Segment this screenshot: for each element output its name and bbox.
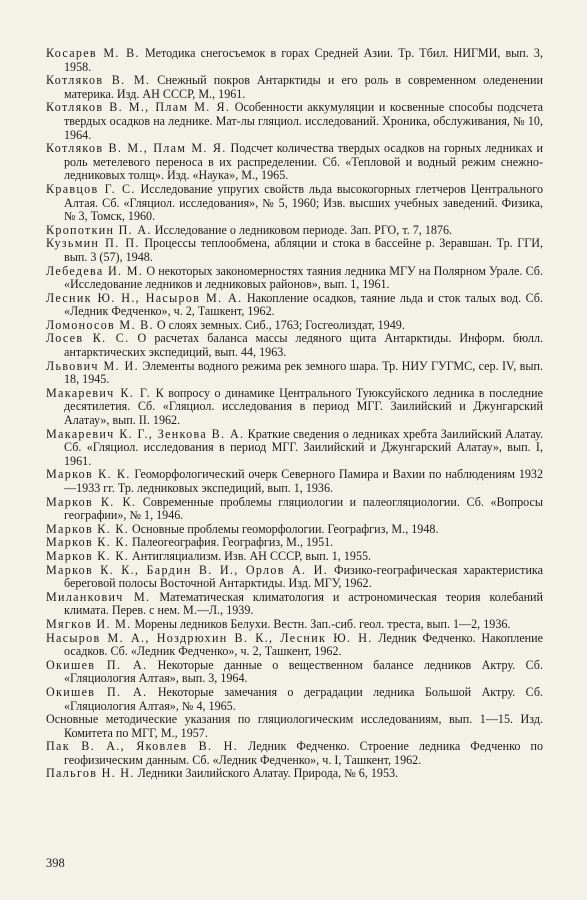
reference-author: Кравцов Г. С. <box>46 181 136 196</box>
reference-entry <box>46 468 543 495</box>
reference-author: Макаревич К. Г., Зенкова В. А. <box>46 426 245 441</box>
reference-entry <box>46 428 543 469</box>
reference-author: Марков К. К. <box>46 467 131 482</box>
reference-text: Морены ледников Белухи. Вестн. Зап.-сиб. геол. треста, вып. 1—2, 1936. <box>134 616 511 631</box>
reference-entry <box>46 265 543 292</box>
reference-entry <box>46 740 543 767</box>
reference-text: К вопросу о динамике Центрального Туюксуйского ледника в последние десятилетия. Сб. «Гляциол. исследования в период МГГ. Заилийский и Джунгарский Алатау», вып. II. 1962. <box>64 385 543 428</box>
reference-text: Накопление осадков, таяние льда и сток талых вод. Сб. «Ледник Федченко», ч. 2, Ташкент, 1962. <box>64 290 543 319</box>
reference-text: Элементы водного режима рек земного шара. Тр. НИУ ГУГМС, сер. IV, вып. 18, 1945. <box>64 358 543 387</box>
reference-author: Марков К. К., Бардин В. И., Орлов А. И. <box>46 562 329 577</box>
reference-author: Мягков И. М. <box>46 616 132 631</box>
reference-entry <box>46 292 543 319</box>
reference-author: Косарев М. В. <box>46 46 140 60</box>
reference-text: Основные методические указания по гляциологическим исследованиям, вып. 1—15. Изд. Комитета по МГГ, М., 1957. <box>46 712 543 740</box>
reference-text: Некоторые замечания о деградации ледника Большой Актру. Сб. «Гляциология Алтая», № 4, 1965. <box>64 684 543 713</box>
reference-author: Окишев П. А. <box>46 657 148 672</box>
reference-text: Краткие сведения о ледниках хребта Заилийский Алатау. Сб. «Гляциол. исследования в период МГГ. Заилийский и Джунгарский Алатау», вып. I, 1961. <box>64 426 543 468</box>
reference-author: Лосев К. С. <box>46 331 130 346</box>
reference-entry <box>46 591 543 618</box>
reference-entry <box>46 332 543 359</box>
reference-text: Физико-географическая характеристика береговой полосы Восточной Антарктиды. Изд. МГУ, 1962. <box>64 562 543 591</box>
reference-text: Методика снегосъемок в горах Средней Азии. Тр. Тбил. НИГМИ, вып. 3, 1958. <box>64 46 543 74</box>
reference-text: Исследование о ледниковом периоде. Зап. РГО, т. 7, 1876. <box>154 222 453 237</box>
reference-entry <box>46 237 543 264</box>
reference-author: Лесник Ю. Н., Насыров М. А. <box>46 290 243 305</box>
reference-author: Лебедева И. М. <box>46 263 144 278</box>
reference-author: Котляков В. М., Плам М. Я. <box>46 141 227 156</box>
reference-entry <box>46 360 543 387</box>
reference-text: Некоторые данные о вещественном балансе ледников Актру. Сб. «Гляциология Алтая», вып. 3, 1964. <box>64 657 543 686</box>
reference-list <box>46 47 543 781</box>
reference-text: Ледники Заилийского Алатау. Природа, № 6, 1953. <box>137 766 399 781</box>
reference-author: Котляков В. М., Плам М. Я. <box>46 100 231 115</box>
reference-entry <box>46 767 543 781</box>
reference-author: Миланкович М. <box>46 589 151 604</box>
reference-text: Особенности аккумуляции и косвенные способы подсчета твердых осадков на леднике. Мат-лы гляциол. исследований. Хроника, обслуживания, № 10, 1964. <box>64 100 543 142</box>
reference-entry <box>46 659 543 686</box>
reference-author: Окишев П. А. <box>46 684 148 699</box>
reference-author: Марков К. К. <box>46 548 130 563</box>
reference-entry <box>46 74 543 101</box>
reference-author: Марков К. К. <box>46 535 130 550</box>
reference-entry <box>46 142 543 183</box>
reference-entry <box>46 713 543 740</box>
reference-text: Современные проблемы гляциологии и палеогляциологии. Сб. «Вопросы географии», № 1, 1946. <box>64 494 544 523</box>
reference-text: Геоморфологический очерк Северного Памира и Вахии по наблюдениям 1932—1933 гг. Тр. ледниковых экспедиций, вып. 1, 1936. <box>64 467 544 495</box>
reference-text: Основные проблемы геоморфологии. Географгиз, М., 1948. <box>132 521 439 536</box>
reference-author: Кузьмин П. П. <box>46 236 140 251</box>
reference-text: Ледник Федченко. Строение ледника Федченко по геофизическим данным. Сб. «Ледник Федченко», ч. I, Ташкент, 1962. <box>64 739 543 767</box>
reference-text: О некоторых закономерностях таяния ледника МГУ на Полярном Урале. Сб. «Исследование ледников и ледниковых районов», вып. 1, 1961. <box>64 263 543 292</box>
reference-author: Котляков В. М. <box>46 73 151 88</box>
reference-text: Исследование упругих свойств льда высокогорных глетчеров Центрального Алтая. Сб. «Гляциол. исследования», № 5, 1960; Изв. высших учебных заведений. Физика, № 3, Томск, 1960. <box>64 181 544 224</box>
reference-author: Насыров М. А., Ноздрюхин В. К., Лесник Ю. Н. <box>46 630 373 645</box>
page-number: 398 <box>46 856 65 870</box>
reference-entry <box>46 47 543 74</box>
reference-text: Процессы теплообмена, абляции и стока в бассейне р. Зеравшан. Тр. ГГИ, вып. 3 (57), 1948. <box>64 236 543 264</box>
reference-entry <box>46 496 543 523</box>
reference-author: Марков К. К. <box>46 521 130 536</box>
reference-entry <box>46 523 543 537</box>
reference-entry <box>46 101 543 142</box>
reference-text: Снежный покров Антарктиды и его роль в современном оледенении материка. Изд. АН СССР, М., 1961. <box>64 73 543 101</box>
reference-entry <box>46 564 543 591</box>
reference-entry <box>46 387 543 428</box>
reference-author: Ломоносов М. В. <box>46 317 154 332</box>
reference-text: Антигляциализм. Изв. АН СССР, вып. 1, 1955. <box>132 548 372 563</box>
reference-entry <box>46 632 543 659</box>
reference-author: Кропоткин П. А. <box>46 222 152 237</box>
reference-entry <box>46 536 543 550</box>
reference-text: О расчетах баланса массы ледяного щита Антарктиды. Информ. бюлл. антарктических экспедиций, вып. 44, 1963. <box>64 331 544 360</box>
reference-text: О слоях земных. Сиб., 1763; Госгеолиздат, 1949. <box>156 317 405 332</box>
reference-entry <box>46 618 543 632</box>
reference-text: Математическая климатология и астрономическая теория колебаний климата. Перев. с нем. М.—Л., 1939. <box>64 589 544 618</box>
reference-entry <box>46 550 543 564</box>
reference-text: Подсчет количества твердых осадков на горных ледниках и роль метелевого переноса в их распределении. Сб. «Тепловой и водный режим снежно-ледниковых толщ». Изд. «Наука», М., 1965. <box>64 141 544 183</box>
reference-author: Пак В. А., Яковлев В. Н. <box>46 739 239 754</box>
reference-author: Марков К. К. <box>46 494 137 509</box>
reference-entry <box>46 686 543 713</box>
reference-author: Макаревич К. Г. <box>46 385 152 400</box>
reference-entry <box>46 183 543 224</box>
reference-author: Львович М. И. <box>46 358 139 373</box>
reference-entry <box>46 224 543 238</box>
reference-text: Ледник Федченко. Накопление осадков. Сб. «Ледник Федченко», ч. 2, Ташкент, 1962. <box>64 630 543 659</box>
reference-text: Палеогеография. Географгиз, М., 1951. <box>132 535 334 550</box>
reference-entry <box>46 319 543 333</box>
reference-author: Пальгов Н. Н. <box>46 766 135 781</box>
